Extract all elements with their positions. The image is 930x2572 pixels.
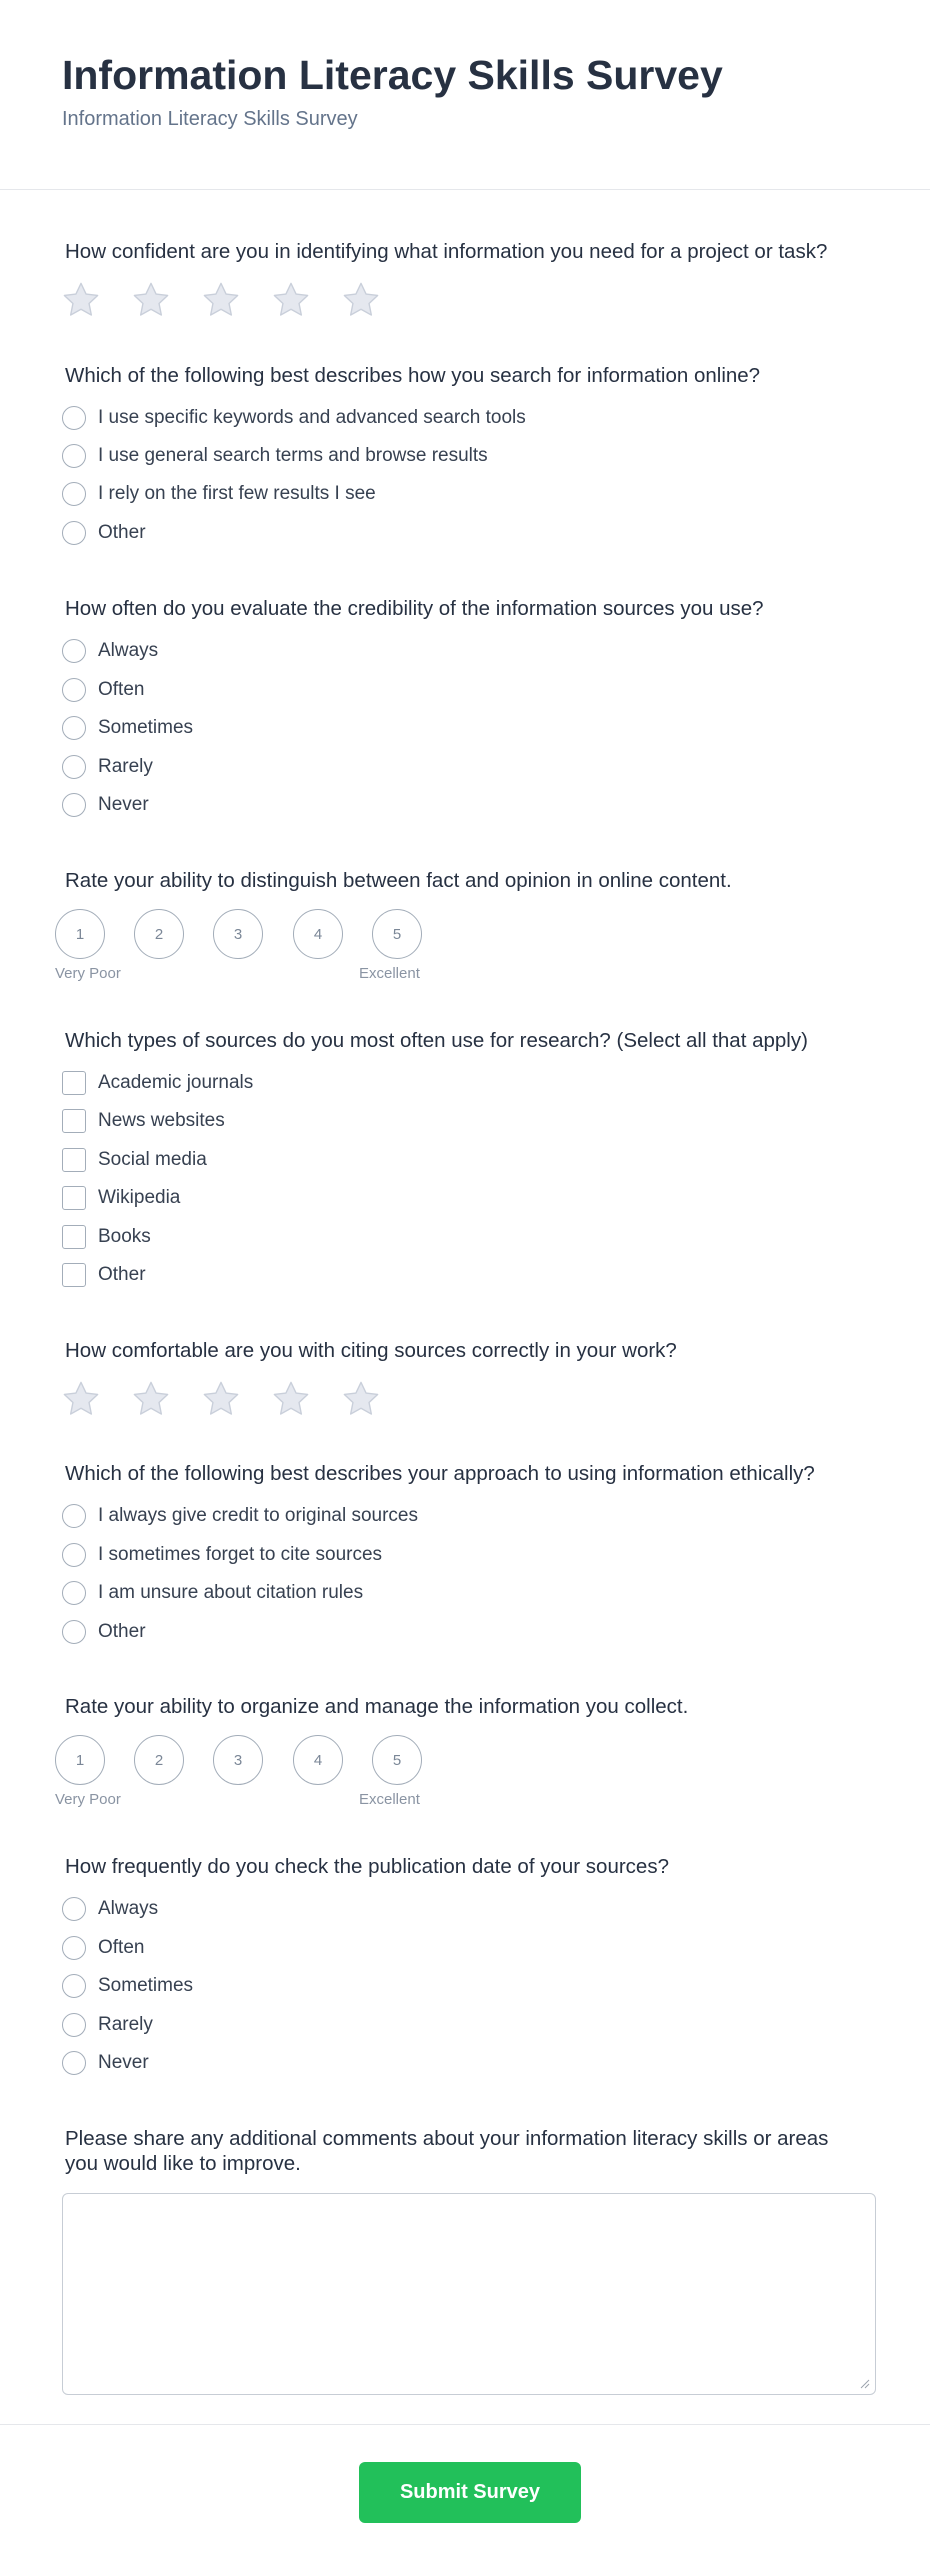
option-label: Other <box>98 1264 146 1285</box>
survey-header <box>0 0 930 190</box>
radio-button[interactable] <box>62 406 86 430</box>
question-10-text: Please share any additional comments about your information literacy skills or areas <box>65 2127 829 2150</box>
rating-scale-q4 <box>55 909 435 989</box>
radio-option[interactable] <box>62 1935 144 1961</box>
question-4-text: Rate your ability to distinguish between fact and opinion in online content. <box>65 869 732 892</box>
scale-option-2[interactable]: 2 <box>134 909 184 959</box>
radio-option[interactable] <box>62 520 146 546</box>
star-icon[interactable] <box>60 1378 102 1420</box>
radio-button[interactable] <box>62 1581 86 1605</box>
radio-button[interactable] <box>62 755 86 779</box>
submit-survey-button[interactable]: Submit Survey <box>359 2462 581 2523</box>
question-5-text: Which types of sources do you most often use for research? (Select all that apply) <box>65 1029 808 1052</box>
option-label: Always <box>98 640 159 661</box>
star-icon[interactable] <box>340 279 382 321</box>
radio-button[interactable] <box>62 1936 86 1960</box>
radio-option[interactable] <box>62 481 376 507</box>
scale-option-1[interactable]: 1 <box>55 1735 105 1785</box>
radio-button[interactable] <box>62 482 86 506</box>
radio-option[interactable] <box>62 754 153 780</box>
radio-option[interactable] <box>62 1973 193 1999</box>
radio-button[interactable] <box>62 1974 86 1998</box>
radio-option[interactable] <box>62 405 526 431</box>
question-7-text: Which of the following best describes your approach to using information ethically? <box>65 1462 815 1485</box>
checkbox-option[interactable] <box>62 1262 146 1288</box>
star-icon[interactable] <box>270 279 312 321</box>
scale-option-3[interactable]: 3 <box>213 1735 263 1785</box>
star-icon[interactable] <box>270 1378 312 1420</box>
star-rating-q6 <box>60 1378 382 1420</box>
radio-button[interactable] <box>62 521 86 545</box>
star-icon[interactable] <box>200 1378 242 1420</box>
scale-option-2[interactable]: 2 <box>134 1735 184 1785</box>
radio-button[interactable] <box>62 1504 86 1528</box>
radio-button[interactable] <box>62 444 86 468</box>
radio-option[interactable] <box>62 1503 418 1529</box>
star-icon[interactable] <box>60 279 102 321</box>
option-label: I am unsure about citation rules <box>98 1582 364 1603</box>
star-icon[interactable] <box>130 279 172 321</box>
radio-option[interactable] <box>62 715 193 741</box>
option-label: Often <box>98 1937 145 1958</box>
option-label: Always <box>98 1898 159 1919</box>
option-label: Books <box>98 1226 151 1247</box>
checkbox[interactable] <box>62 1186 86 1210</box>
scale-option-1[interactable]: 1 <box>55 909 105 959</box>
option-label: Sometimes <box>98 1975 194 1996</box>
option-label: I sometimes forget to cite sources <box>98 1544 383 1565</box>
page-subtitle: Information Literacy Skills Survey <box>62 108 358 130</box>
option-label: Wikipedia <box>98 1187 181 1208</box>
comments-textarea[interactable] <box>62 2193 876 2395</box>
option-label: Academic journals <box>98 1072 254 1093</box>
scale-option-5[interactable]: 5 <box>372 1735 422 1785</box>
radio-button[interactable] <box>62 639 86 663</box>
option-label: I rely on the first few results I see <box>98 483 376 504</box>
scale-high-label: Excellent <box>359 965 420 982</box>
question-3-text: How often do you evaluate the credibility of the information sources you use? <box>65 597 764 620</box>
scale-high-label: Excellent <box>359 1791 420 1808</box>
question-6-text: How comfortable are you with citing sources correctly in your work? <box>65 1339 677 1362</box>
option-label: Rarely <box>98 2014 153 2035</box>
option-label: I use general search terms and browse results <box>98 445 488 466</box>
radio-option[interactable] <box>62 638 158 664</box>
scale-option-5[interactable]: 5 <box>372 909 422 959</box>
radio-option[interactable] <box>62 443 488 469</box>
checkbox[interactable] <box>62 1071 86 1095</box>
question-9-text: How frequently do you check the publication date of your sources? <box>65 1855 669 1878</box>
question-1-text: How confident are you in identifying what information you need for a project or task? <box>65 240 828 263</box>
scale-option-3[interactable]: 3 <box>213 909 263 959</box>
radio-option[interactable] <box>62 1619 146 1645</box>
resize-handle-icon[interactable] <box>858 2377 870 2389</box>
option-label: Other <box>98 1621 146 1642</box>
option-label: Never <box>98 794 149 815</box>
radio-option[interactable] <box>62 2012 153 2038</box>
radio-button[interactable] <box>62 1897 86 1921</box>
radio-option[interactable] <box>62 1896 158 1922</box>
checkbox-option[interactable] <box>62 1224 151 1250</box>
radio-button[interactable] <box>62 678 86 702</box>
question-10-text-cont: you would like to improve. <box>65 2152 301 2175</box>
scale-low-label: Very Poor <box>55 965 121 982</box>
radio-option[interactable] <box>62 1580 363 1606</box>
radio-button[interactable] <box>62 793 86 817</box>
checkbox[interactable] <box>62 1263 86 1287</box>
option-label: Social media <box>98 1149 207 1170</box>
radio-button[interactable] <box>62 1620 86 1644</box>
star-icon[interactable] <box>130 1378 172 1420</box>
scale-option-4[interactable]: 4 <box>293 1735 343 1785</box>
star-icon[interactable] <box>340 1378 382 1420</box>
scale-option-4[interactable]: 4 <box>293 909 343 959</box>
radio-button[interactable] <box>62 2051 86 2075</box>
option-label: Rarely <box>98 756 153 777</box>
checkbox[interactable] <box>62 1109 86 1133</box>
option-label: Other <box>98 522 146 543</box>
checkbox[interactable] <box>62 1225 86 1249</box>
page-title: Information Literacy Skills Survey <box>62 52 723 98</box>
scale-low-label: Very Poor <box>55 1791 121 1808</box>
radio-option[interactable] <box>62 677 144 703</box>
radio-button[interactable] <box>62 2013 86 2037</box>
checkbox[interactable] <box>62 1148 86 1172</box>
radio-button[interactable] <box>62 716 86 740</box>
rating-scale-q8 <box>55 1735 435 1815</box>
star-rating-q1 <box>60 279 382 321</box>
radio-option[interactable] <box>62 1542 382 1568</box>
option-label: I use specific keywords and advanced search tools <box>98 407 526 428</box>
checkbox-option[interactable] <box>62 1070 253 1096</box>
option-label: Never <box>98 2052 149 2073</box>
checkbox-option[interactable] <box>62 1147 207 1173</box>
footer-divider <box>0 2424 930 2425</box>
option-label: Sometimes <box>98 717 194 738</box>
star-icon[interactable] <box>200 279 242 321</box>
radio-button[interactable] <box>62 1543 86 1567</box>
checkbox-option[interactable] <box>62 1185 180 1211</box>
question-8-text: Rate your ability to organize and manage the information you collect. <box>65 1695 689 1718</box>
option-label: I always give credit to original sources <box>98 1505 418 1526</box>
radio-option[interactable] <box>62 2050 149 2076</box>
option-label: Often <box>98 679 145 700</box>
radio-option[interactable] <box>62 792 149 818</box>
question-2-text: Which of the following best describes how you search for information online? <box>65 364 761 387</box>
option-label: News websites <box>98 1110 225 1131</box>
checkbox-option[interactable] <box>62 1108 225 1134</box>
